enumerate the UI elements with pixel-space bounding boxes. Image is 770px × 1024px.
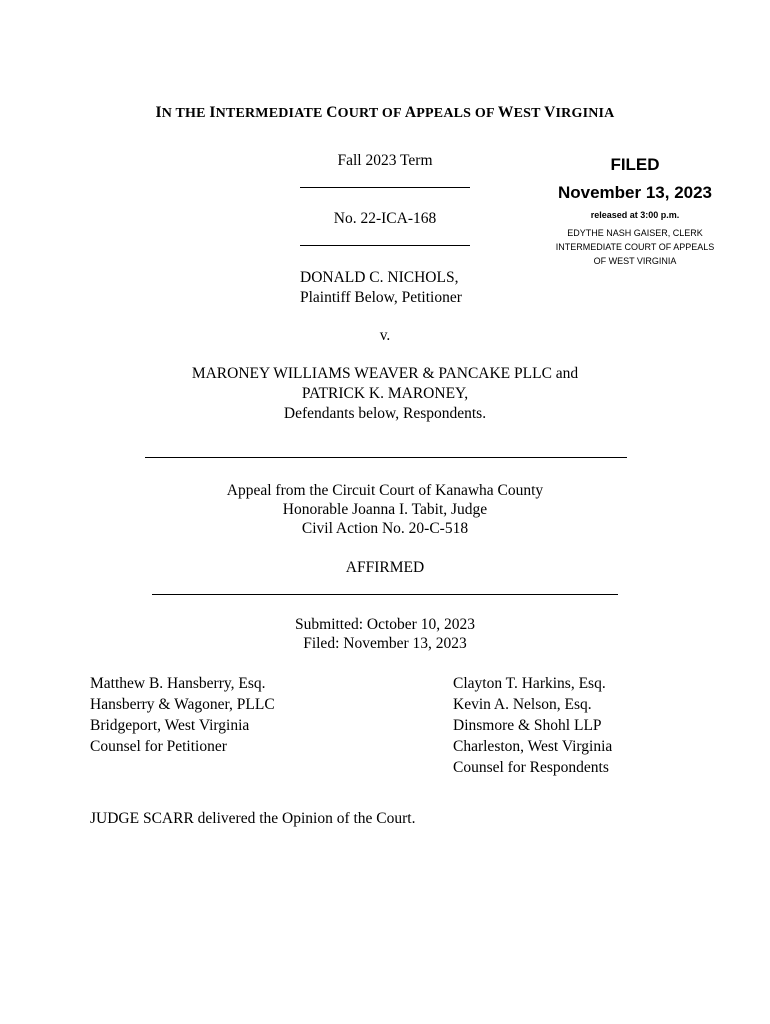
counsel-line: Clayton T. Harkins, Esq. [453, 675, 606, 692]
respondent-line-2: PATRICK K. MARONEY, [301, 385, 469, 402]
title-part: N THE [161, 106, 210, 121]
title-part: W [497, 104, 514, 121]
counsel-line: Hansberry & Wagoner, PLLC [90, 696, 275, 713]
title-part: NTERMEDIATE [215, 106, 327, 121]
title-part: OURT OF [337, 106, 405, 121]
versus: v. [379, 327, 391, 344]
counsel-line: Charleston, West Virginia [453, 738, 613, 755]
docket-rule [300, 245, 470, 246]
appeal-from: Appeal from the Circuit Court of Kanawha County [226, 482, 544, 499]
counsel-line: Counsel for Respondents [453, 759, 609, 776]
title-part: C [326, 104, 338, 121]
court-title [0, 104, 770, 122]
term: Fall 2023 Term [337, 152, 433, 169]
title-part: V [544, 104, 556, 121]
title-part: PPEALS OF [416, 106, 498, 121]
term-rule [300, 187, 470, 188]
clerk-line: INTERMEDIATE COURT OF APPEALS [555, 242, 715, 252]
filed-stamp-clerk [548, 226, 722, 268]
docket-number: No. 22-ICA-168 [333, 210, 437, 227]
filed-date: Filed: November 13, 2023 [303, 635, 467, 652]
respondent-line-1: MARONEY WILLIAMS WEAVER & PANCAKE PLLC and [191, 365, 579, 382]
disposition: AFFIRMED [345, 559, 425, 576]
clerk-line: EDYTHE NASH GAISER, CLERK [567, 228, 703, 238]
disposition-rule [152, 594, 618, 595]
title-part: A [404, 104, 417, 121]
counsel-line: Bridgeport, West Virginia [90, 717, 250, 734]
submitted-date: Submitted: October 10, 2023 [295, 616, 475, 633]
civil-action-number: Civil Action No. 20-C-518 [301, 520, 469, 537]
title-part: IRGINIA [555, 106, 615, 121]
petitioner-role: Plaintiff Below, Petitioner [300, 289, 462, 306]
presiding-judge: Honorable Joanna I. Tabit, Judge [282, 501, 488, 518]
counsel-petitioner [90, 673, 275, 757]
counsel-line: Dinsmore & Shohl LLP [453, 717, 602, 734]
filed-stamp-label: FILED [610, 155, 660, 174]
filed-stamp-release-time: released at 3:00 p.m. [590, 210, 680, 220]
opinion-author-line: JUDGE SCARR delivered the Opinion of the Court. [90, 810, 416, 827]
counsel-respondents [453, 673, 612, 778]
title-part: EST [513, 106, 545, 121]
counsel-line: Kevin A. Nelson, Esq. [453, 696, 592, 713]
petitioner-name: DONALD C. NICHOLS, [300, 269, 459, 286]
counsel-line: Matthew B. Hansberry, Esq. [90, 675, 266, 692]
counsel-line: Counsel for Petitioner [90, 738, 227, 755]
section-rule [145, 457, 627, 458]
clerk-line: OF WEST VIRGINIA [593, 256, 677, 266]
respondent-role: Defendants below, Respondents. [283, 405, 487, 422]
title-part: I [209, 104, 216, 121]
title-part: I [155, 104, 162, 121]
filed-stamp-date: November 13, 2023 [557, 183, 713, 202]
